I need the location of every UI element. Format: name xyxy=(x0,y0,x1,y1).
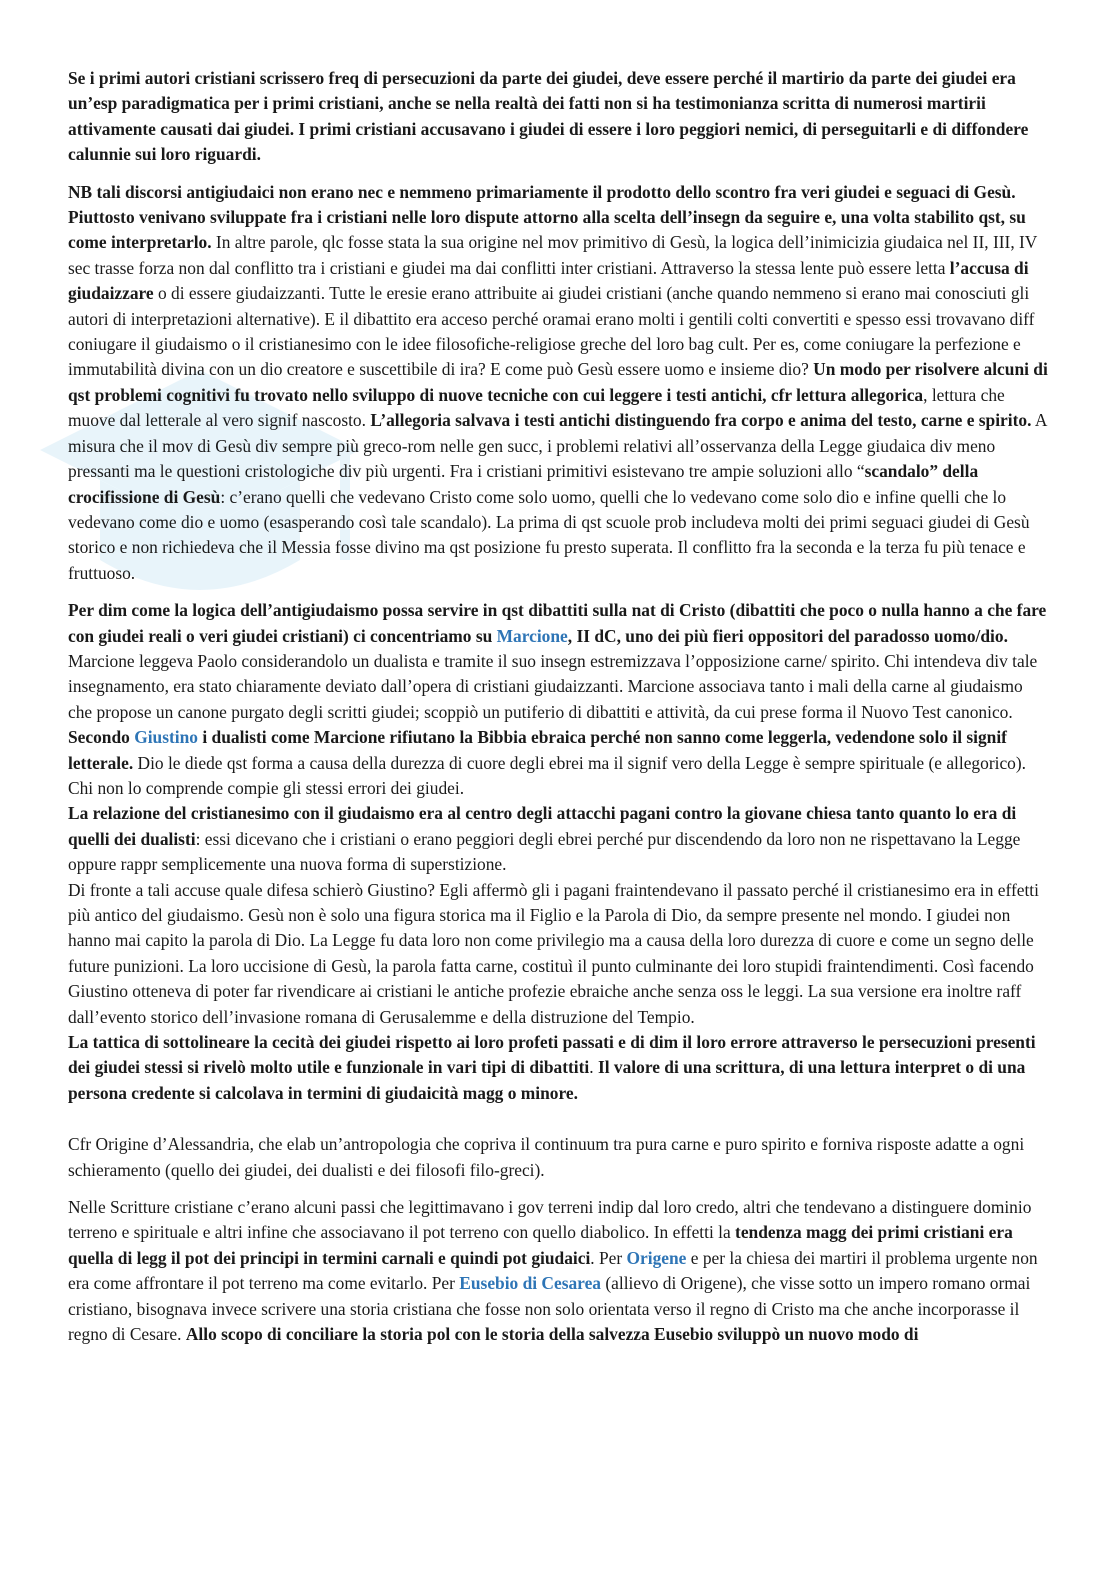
paragraph-4 xyxy=(68,725,1048,801)
p5-text-1: : essi dicevano che i cristiani o erano peggiori degli ebrei perché pur discendendo da loro non ne rispettavano la Legge oppure rappr semplicemente una nuova forma di superstizione. xyxy=(68,828,1021,875)
paragraph-3 xyxy=(68,598,1048,725)
spacer xyxy=(68,1118,1048,1132)
p2-text-2: o di essere giudaizzanti. Tutte le eresie erano attribuite ai giudei cristiani (anche quando nemmeno si erano mai conosciuti gli autori di interpretazioni alternative). E il dibattito era acceso perché oramai erano molti i gentili colti convertiti e spesso essi trovavano diff coniugare il giudaismo o il cristianesimo con le idee filosofiche-religiose greche del loro bag cult. Per es, come coniugare la perfezione e immutabilità divina con un dio creatore e suscettibile di ira? E come può Gesù essere uomo e insieme dio? xyxy=(68,283,1035,380)
p1-text: Se i primi autori cristiani scrissero freq di persecuzioni da parte dei giudei, deve essere perché il martirio da parte dei giudei era un’esp paradigmatica per i primi cristiani, anche se nella realtà dei fatti non si ha testimonianza scritta di numerosi martirii attivamente causati dai giudei. I primi cristiani accusavano i giudei di essere i loro peggiori nemici, di perseguitarli e di diffondere calunnie sui loro riguardi. xyxy=(68,68,1029,165)
paragraph-7 xyxy=(68,1030,1048,1106)
p6-text: Di fronte a tali accuse quale difesa schierò Giustino? Egli affermò gli i pagani fraintendevano il passato perché il cristianesimo era in effetti più antico del giudaismo. Gesù non è solo una figura storica ma il Figlio e la Parola di Dio, da sempre presente nel mondo. I giudei non hanno mai capito la parola di Dio. La Legge fu data loro non come privilegio ma a causa della loro durezza di cuore e come un segno delle future punizioni. La loro uccisione di Gesù, la parola fatta carne, costituì il punto culminante dei loro stupidi fraintendimenti. Così facendo Giustino otteneva di poter far rivendicare ai cristiani le antiche profezie ebraiche anche senza oss le leggi. La sua versione era inoltre raff dall’evento storico dell’invasione romana di Gerusalemme e della distruzione del Tempio. xyxy=(68,879,1039,1027)
p7-bold-1: La tattica di sottolineare la cecità dei giudei rispetto ai loro profeti passati e di dim il loro errore attraverso le persecuzioni presenti dei giudei stessi si rivelò molto utile e funzionale in vari tipi di dibattiti xyxy=(68,1032,1036,1078)
p9-text-3: e per la chiesa dei martiri il problema urgente non era come affrontare il pot terreno ma come evitarlo. Per xyxy=(68,1247,1038,1294)
p2-bold-4: L’allegoria salvava i testi antichi distinguendo fra corpo e anima del testo, carne e spirito. xyxy=(370,410,1032,431)
p3-bold-1: Per dim come la logica dell’antigiudaismo possa servire in qst dibattiti sulla nat di Cristo (dibattiti che poco o nulla hanno a che fare con giudei reali o veri giudei cristiani) ci concentriamo su xyxy=(68,600,1047,646)
p4-bold-2: i dualisti come Marcione rifiutano la Bibbia ebraica perché non sanno come leggerla, vedendone solo il signif letterale. xyxy=(68,727,1007,773)
paragraph-2 xyxy=(68,180,1048,587)
p2-text-3: , lettura che muove dal letterale al vero signif nascosto. xyxy=(68,384,1005,431)
p2-text-4: A misura che il mov di Gesù div sempre più greco-rom nelle gen succ, i problemi relativi all’osservanza della Legge giudaica div meno pressanti ma le questioni cristologiche div più urgenti. Fra i cristiani primitivi esistevano tre ampie soluzioni allo “ xyxy=(68,410,1047,482)
p2-text-1: In altre parole, qlc fosse stata la sua origine nel mov primitivo di Gesù, la logica dell’inimicizia giudaica nel II, III, IV sec trasse forza non dal conflitto tra i cristiani e giudei ma dai conflitti inter cristiani. Attraverso la stessa lente può essere letta xyxy=(68,232,1038,278)
p7-text-1: . xyxy=(589,1057,598,1078)
p9-text-2: . Per xyxy=(590,1247,627,1268)
p9-bold-2: Allo scopo di conciliare la storia pol con le storia della salvezza Eusebio sviluppò un nuovo modo di xyxy=(185,1324,919,1345)
link-marcione[interactable]: Marcione xyxy=(496,625,568,646)
p4-bold-1: Secondo xyxy=(68,727,135,748)
link-eusebio[interactable]: Eusebio di Cesarea xyxy=(459,1273,601,1294)
paragraph-8 xyxy=(68,1132,1048,1183)
paragraph-9 xyxy=(68,1195,1048,1347)
p4-text-1: Dio le diede qst forma a causa della durezza di cuore degli ebrei ma il signif vero della Legge è sempre spirituale (e allegorico). Chi non lo comprende compie gli stessi errori dei giudei. xyxy=(68,752,1026,798)
document-body xyxy=(68,66,1048,1360)
link-giustino[interactable]: Giustino xyxy=(134,727,198,748)
link-origene[interactable]: Origene xyxy=(626,1247,687,1268)
p9-text-1: Nelle Scritture cristiane c’erano alcuni passi che legittimavano i gov terreni indip dal loro credo, altri che tendevano a distinguere dominio terreno e spirituale e altri infine che associavano il pot terreno con quello diabolico. In effetti la xyxy=(68,1197,1032,1243)
p9-bold-1: tendenza magg dei primi cristiani era quella di legg il pot dei principi in termini carnali e quindi pot giudaici xyxy=(68,1222,1013,1268)
p3-text-1: Marcione leggeva Paolo considerandolo un dualista e tramite il suo insegn estremizzava l’opposizione carne/ spirito. Chi intendeva div tale insegnamento, era stato chiaramente deviato dall’opera di cristiani giudaizzanti. Marcione associava tanto i mali della carne al giudaismo che propose un canone purgato degli scritti giudei; scoppiò un putiferio di dibattiti e attività, da cui prese forma il Nuovo Test canonico. xyxy=(68,650,1038,722)
p2-bold-2: l’accusa di giudaizzare xyxy=(68,257,1029,304)
paragraph-1 xyxy=(68,66,1048,168)
paragraph-6 xyxy=(68,878,1048,1030)
p5-bold-1: La relazione del cristianesimo con il giudaismo era al centro degli attacchi pagani contro la giovane chiesa tanto quanto lo era di quelli dei dualisti xyxy=(68,803,1017,849)
p2-bold-1: NB tali discorsi antigiudaici non erano nec e nemmeno primariamente il prodotto dello scontro fra veri giudei e seguaci di Gesù. Piuttosto venivano sviluppate fra i cristiani nelle loro dispute attorno alla scelta dell’insegn da seguire e, una volta stabilito qst, su come interpretarlo. xyxy=(68,181,1026,253)
p7-bold-2: Il valore di una scrittura, di una lettura interpret o di una persona credente si calcolava in termini di giudaicità magg o minore. xyxy=(68,1057,1026,1103)
p3-bold-2: , II dC, uno dei più fieri oppositori del paradosso uomo/dio. xyxy=(567,625,1008,646)
p8-text: Cfr Origine d’Alessandria, che elab un’antropologia che copriva il continuum tra pura carne e puro spirito e forniva risposte adatte a ogni schieramento (quello dei giudei, dei dualisti e dei filosofi filo-greci). xyxy=(68,1134,1025,1180)
p2-text-5: : c’erano quelli che vedevano Cristo come solo uomo, quelli che lo vedevano come solo dio e infine quelli che lo vedevano come dio e uomo (esasperando così tale scandalo). La prima di qst scuole prob includeva molti dei primi seguaci giudei di Gesù storico e non richiedeva che il Messia fosse divino ma qst posizione fu presto superata. Il conflitto fra la seconda e la terza fu più tenace e fruttuoso. xyxy=(68,486,1030,583)
p9-text-4: (allievo di Origene), che visse sotto un impero romano ormai cristiano, bisognava invece scrivere una storia cristiana che fosse non solo orientata verso il regno di Cristo ma che anche incorporasse il regno di Cesare. xyxy=(68,1273,1031,1345)
p2-bold-3: Un modo per risolvere alcuni di qst problemi cognitivi fu trovato nello sviluppo di nuove tecniche con cui leggere i testi antichi, cfr lettura allegorica xyxy=(68,359,1048,405)
p2-bold-5: scandalo” della crocifissione di Gesù xyxy=(68,461,979,507)
paragraph-5 xyxy=(68,801,1048,877)
